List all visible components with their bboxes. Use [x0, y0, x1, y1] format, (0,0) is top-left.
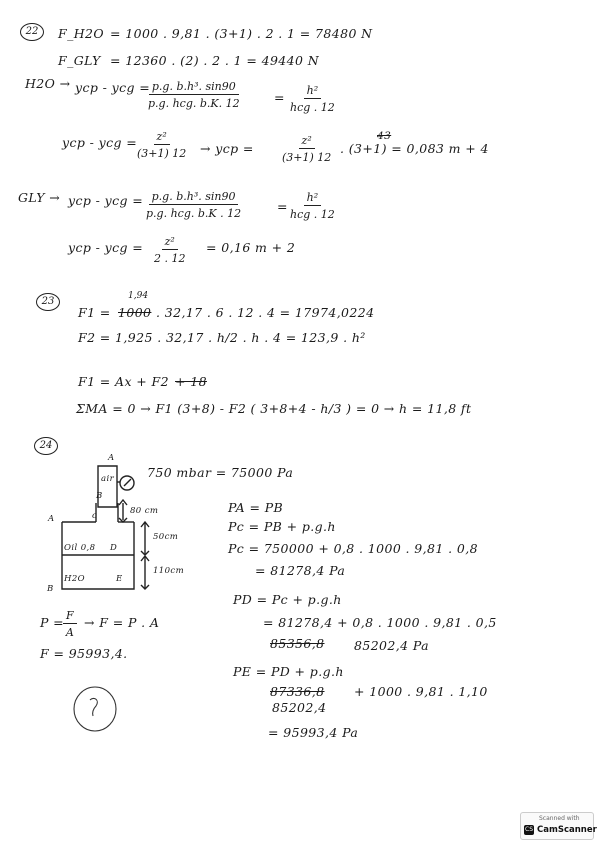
camscanner-logo-icon: CS — [525, 826, 533, 833]
line2-result: . (3+1) = 0,083 m + 4 — [340, 141, 489, 156]
fig-label-c: c — [92, 511, 98, 521]
line2-numerator: z² — [154, 130, 170, 145]
force-lhs: P = — [40, 615, 65, 630]
ycp-line2-lhs: ycp - ycg = — [62, 135, 138, 150]
gly-lhs: ycp - ycg = — [68, 193, 144, 208]
fig-dim-80: 80 cm — [130, 506, 159, 516]
line2-denominator: (3+1) 12 — [137, 147, 187, 160]
line4-denominator: 2 . 12 — [154, 252, 186, 265]
f1-correction: 1,94 — [128, 291, 149, 301]
camscanner-badge — [520, 812, 597, 840]
gly-prefix: GLY → — [18, 190, 61, 205]
pc-formula: Pc = PB + p.g.h — [228, 519, 336, 534]
gauge-reading: 750 mbar = 75000 Pa — [147, 465, 294, 480]
gly-denominator: p.g. hcg. b.K . 12 — [146, 207, 242, 220]
pd-substitution: = 81278,4 + 0,8 . 1000 . 9,81 . 0,5 — [263, 615, 497, 630]
f-gly-equation: = 12360 . (2) . 2 . 1 = 49440 N — [110, 53, 320, 68]
fig-label-a-left: A — [48, 514, 55, 524]
f1-equation: . 32,17 . 6 . 12 . 4 = 17974,0224 — [156, 305, 375, 320]
moment-equation: ΣMA = 0 → F1 (3+8) - F2 ( 3+8+4 - h/3 ) = 0 → h = 11,8 ft — [76, 401, 472, 416]
line4-result: = 0,16 m + 2 — [206, 240, 296, 255]
force-sum-struck: + 18 — [175, 374, 207, 389]
problem-24-number: 24 — [34, 437, 58, 455]
h2o-right-denominator: hcg . 12 — [290, 101, 335, 114]
problem-22-number: 22 — [20, 23, 44, 41]
fig-label-oil: Oil 0,8 — [64, 543, 96, 553]
line2-denominator-2: (3+1) 12 — [282, 151, 332, 164]
gly-right-denominator: hcg . 12 — [290, 208, 335, 221]
fig-label-a-top: A — [108, 453, 115, 463]
pe-result: = 95993,4 Pa — [268, 725, 359, 740]
pe-formula: PE = PD + p.g.h — [233, 664, 344, 679]
pd-struck-value: 85356,8 — [270, 636, 325, 651]
f2-equation: F2 = 1,925 . 32,17 . h/2 . h . 4 = 123,9 . h² — [78, 330, 366, 345]
force-fraction — [63, 609, 77, 639]
fig-label-air: air — [101, 474, 115, 484]
h2o-equals: = — [274, 90, 285, 105]
fig-dim-50: 50cm — [153, 532, 179, 542]
h2o-lhs: ycp - ycg = — [75, 80, 151, 95]
line2-numerator-2: z² — [299, 134, 315, 149]
h2o-numerator: p.g. b.h³. sin90 — [149, 80, 239, 95]
line2-struck: 43 — [377, 130, 392, 142]
f-h2o-equation: = 1000 . 9,81 . (3+1) . 2 . 1 = 78480 N — [110, 26, 373, 41]
force-rhs: → F = P . A — [84, 615, 160, 630]
force-denominator: A — [65, 626, 74, 639]
gly-right-numerator: h² — [304, 191, 322, 206]
gly-numerator: p.g. b.h³. sin90 — [149, 190, 239, 205]
fig-label-e: E — [116, 574, 123, 584]
pa-equation: PA = PB — [228, 500, 284, 515]
h2o-prefix: H2O → — [25, 76, 71, 91]
pc-substitution: Pc = 750000 + 0,8 . 1000 . 9,81 . 0,8 — [228, 541, 478, 556]
line4-lhs: ycp - ycg = — [68, 240, 144, 255]
pe-substitution: + 1000 . 9,81 . 1,10 — [354, 684, 488, 699]
h2o-denominator: p.g. hcg. b.K. 12 — [148, 97, 240, 110]
f1-label: F1 = — [78, 305, 111, 320]
fig-label-b: B — [96, 491, 103, 501]
fig-dim-110: 110cm — [153, 566, 185, 576]
h2o-right-numerator: h² — [304, 84, 322, 99]
problem-23-number: 23 — [36, 293, 60, 311]
camscanner-brand: CamScanner — [537, 825, 597, 835]
fig-label-d: D — [110, 543, 118, 553]
f-h2o-label: F_H2O — [58, 26, 105, 41]
line2-arrow: → ycp = — [200, 141, 254, 156]
force-numerator: F — [63, 609, 77, 624]
gly-equals: = — [277, 199, 288, 214]
pd-formula: PD = Pc + p.g.h — [233, 592, 342, 607]
fig-label-h2o: H2O — [64, 574, 85, 584]
line4-numerator: z² — [162, 235, 178, 250]
pc-result: = 81278,4 Pa — [255, 563, 346, 578]
pe-struck-value: 87336,8 — [270, 684, 325, 699]
force-sum: F1 = Ax + F2 — [78, 374, 169, 389]
pe-intermediate: 85202,4 — [272, 700, 327, 715]
pd-result: 85202,4 Pa — [354, 638, 429, 653]
f-gly-label: F_GLY — [58, 53, 101, 68]
force-value: F = 95993,4. — [40, 646, 128, 661]
f1-struck-value: 1000 — [118, 305, 152, 320]
scanned-with-text: Scanned with — [539, 815, 580, 822]
fig-label-b-bottom: B — [47, 584, 54, 594]
